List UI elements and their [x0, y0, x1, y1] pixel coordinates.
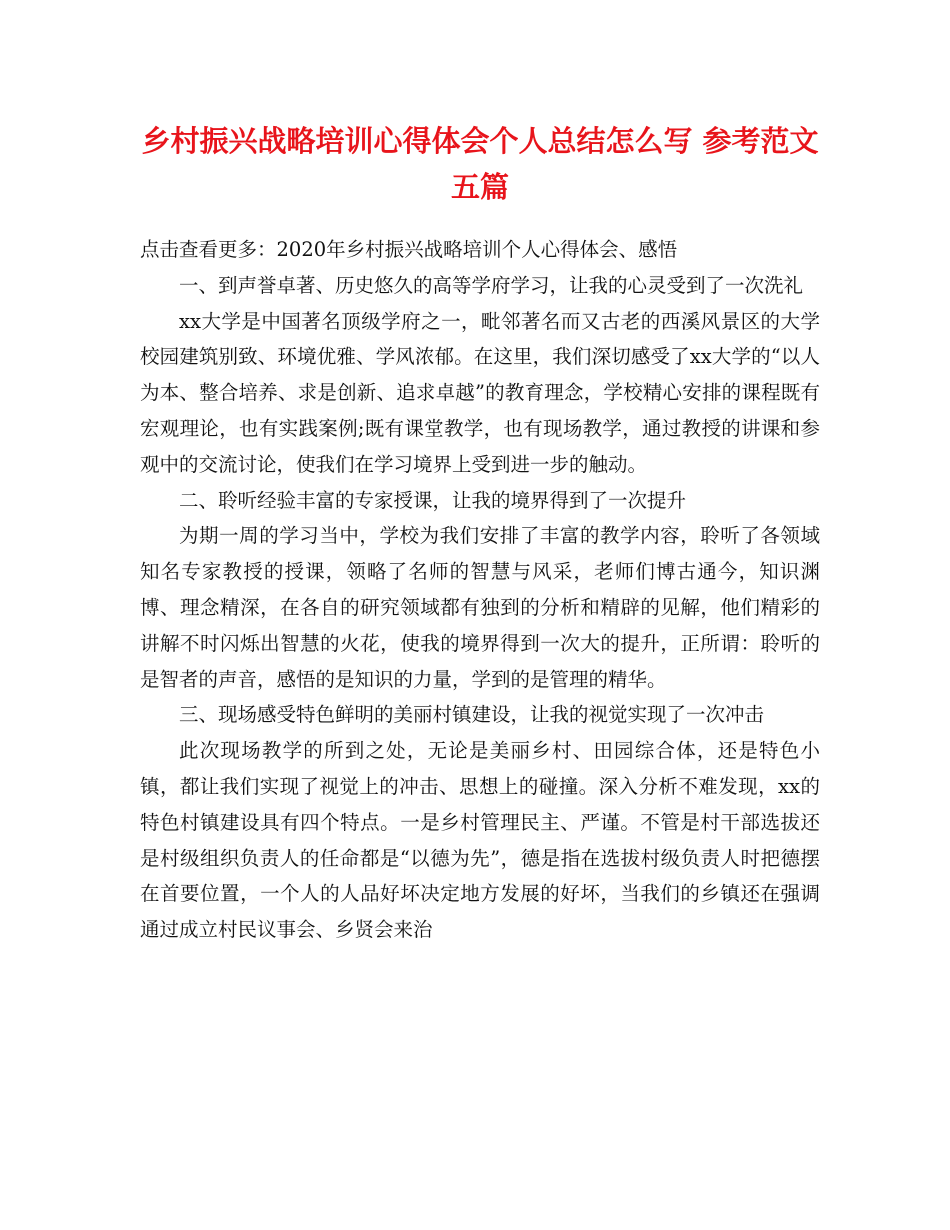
section-heading-2: 二、聆听经验丰富的专家授课，让我的境界得到了一次提升 — [179, 488, 687, 512]
section-heading-3: 三、现场感受特色鲜明的美丽村镇建设，让我的视觉实现了一次冲击 — [179, 703, 765, 727]
document-body — [140, 232, 820, 948]
document-page — [140, 118, 820, 948]
paragraph-3: 此次现场教学的所到之处，无论是美丽乡村、田园综合体，还是特色小镇，都让我们实现了视觉上的冲击、思想上的碰撞。深入分析不难发现，xx的特色村镇建设具有四个特点。一是乡村管理民主、严谨。不管是村干部选拔还是村级组织负责人的任命都是“以德为先”，德是指在选拔村级负责人时把德摆在首要位置，一个人的人品好坏决定地方发展的好坏，当我们的乡镇还在强调通过成立村民议事会、乡贤会来治 — [140, 739, 820, 942]
more-articles-link[interactable]: 点击查看更多：2020年乡村振兴战略培训个人心得体会、感悟 — [140, 238, 678, 261]
document-title-line-2: 五篇 — [450, 170, 509, 204]
section-heading-1: 一、到声誉卓著、历史悠久的高等学府学习，让我的心灵受到了一次洗礼 — [179, 273, 804, 297]
document-title — [140, 118, 820, 210]
document-title-line-1: 乡村振兴战略培训心得体会个人总结怎么写 参考范文 — [141, 124, 819, 158]
paragraph-2: 为期一周的学习当中，学校为我们安排了丰富的教学内容，聆听了各领域知名专家教授的授课，领略了名师的智慧与风采，老师们博古通今，知识渊博、理念精深，在各自的研究领域都有独到的分析和精辟的见解，他们精彩的讲解不时闪烁出智慧的火花，使我的境界得到一次大的提升，正所谓：聆听的是智者的声音，感悟的是知识的力量，学到的是管理的精华。 — [140, 524, 820, 691]
paragraph-1: xx大学是中国著名顶级学府之一，毗邻著名而又古老的西溪风景区的大学校园建筑别致、环境优雅、学风浓郁。在这里，我们深切感受了xx大学的“以人为本、整合培养、求是创新、追求卓越”的教育理念，学校精心安排的课程既有宏观理论，也有实践案例;既有课堂教学，也有现场教学，通过教授的讲课和参观中的交流讨论，使我们在学习境界上受到进一步的触动。 — [140, 309, 820, 476]
